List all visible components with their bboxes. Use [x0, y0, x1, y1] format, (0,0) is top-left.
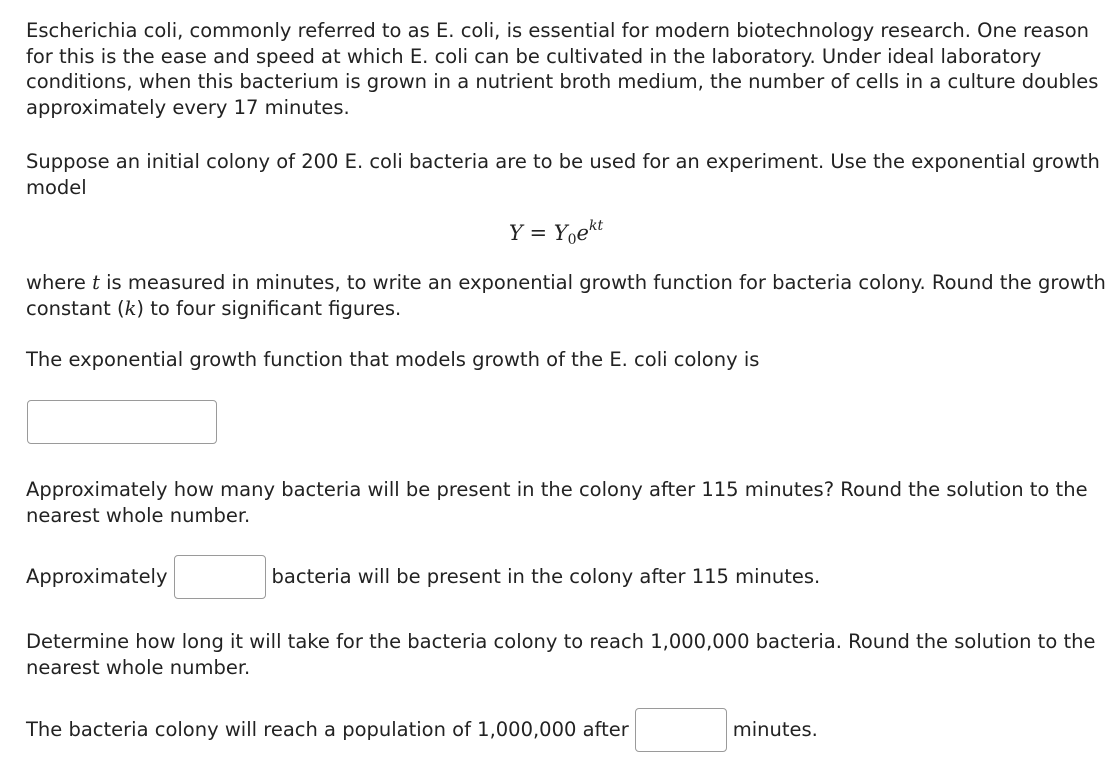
part2-label-before: Approximately — [26, 565, 168, 589]
part2-label-after: bacteria will be present in the colony after 115 minutes. — [271, 565, 821, 589]
function-prompt: The exponential growth function that models growth of the E. coli colony is — [26, 348, 760, 371]
formula-lhs: Y — [508, 221, 523, 245]
where-post: ) to four significant figures. — [136, 296, 402, 320]
where-var-k: k — [124, 296, 137, 320]
intro-paragraph: Escherichia coli, commonly referred to as E. coli, is essential for modern biotechnology research. One reason for this is the ease and speed at which E. coli can be cultivated in the laboratory. Under ideal laboratory conditions, when this bacterium is grown in a nutrient broth medium, the number of cells in a culture doubles approximately every 17 minutes. — [26, 19, 1099, 119]
setup-paragraph: Suppose an initial colony of 200 E. coli bacteria are to be used for an experiment. Use the exponential growth model — [26, 150, 1100, 199]
part3-label-after: minutes. — [732, 718, 818, 742]
formula-equals: = — [529, 221, 548, 245]
where-paragraph — [26, 270, 1111, 321]
minutes-input[interactable] — [635, 708, 727, 752]
part3-prompt: Determine how long it will take for the bacteria colony to reach 1,000,000 bacteria. Round the solution to the nearest whole number. — [26, 630, 1096, 679]
formula-base: Y — [553, 221, 568, 245]
growth-model-formula — [26, 214, 1086, 254]
where-mid: is measured in minutes, to write an exponential growth function for bacteria colony. Round the growth constant ( — [26, 271, 1106, 320]
part2-prompt: Approximately how many bacteria will be present in the colony after 115 minutes? Round the solution to the nearest whole number. — [26, 478, 1088, 527]
formula-subscript: 0 — [567, 232, 577, 248]
formula-exponent: kt — [588, 218, 604, 234]
where-pre: where — [26, 271, 86, 294]
bacteria-count-input[interactable] — [174, 555, 266, 599]
part3-label-before: The bacteria colony will reach a population of 1,000,000 after — [26, 718, 629, 742]
where-var-t: t — [92, 271, 100, 294]
function-answer-input[interactable] — [27, 400, 217, 444]
part2-answer-row — [26, 555, 820, 599]
part3-answer-row — [26, 708, 818, 752]
formula-e: e — [576, 221, 589, 245]
